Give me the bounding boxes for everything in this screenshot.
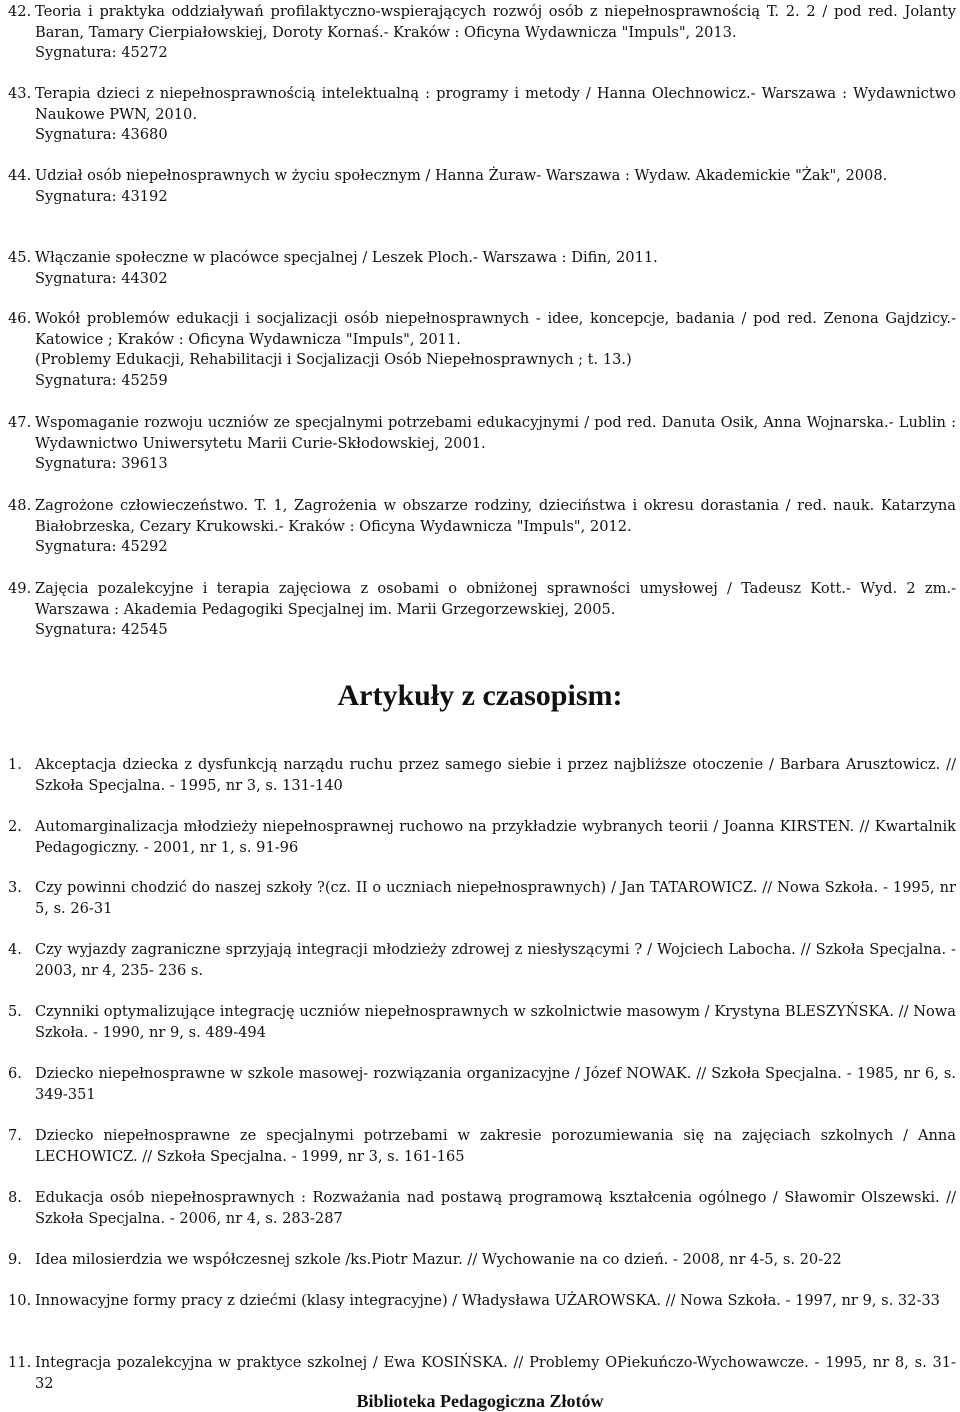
- signature-value: 39613: [121, 455, 168, 472]
- signature-label: Sygnatura:: [35, 44, 117, 61]
- entry-text: Dziecko niepełnosprawne w szkole masowej- rozwiązania organizacyjne / Józef NOWAK. // Szkoła Specjalna. - 1985, nr 6, s. 349-351: [35, 1065, 956, 1103]
- signature-value: 43192: [121, 187, 168, 205]
- entry-text: Udział osób niepełnosprawnych w życiu społecznym / Hanna Żuraw- Warszawa : Wydaw. Akademickie "Żak", 2008.: [35, 167, 888, 184]
- entry-text: Edukacja osób niepełnosprawnych : Rozważania nad postawą programową kształcenia ogólnego / Sławomir Olszewski. // Szkoła Specjalna. - 2006, nr 4, s. 283-287: [35, 1189, 956, 1227]
- article-entry-1: [8, 755, 956, 796]
- signature-value: 45292: [121, 538, 168, 555]
- entry-signature: [35, 620, 956, 641]
- entry-number: 45.: [8, 249, 32, 266]
- signature-label: Sygnatura:: [35, 371, 117, 389]
- signature-label: Sygnatura:: [35, 126, 117, 143]
- entry-text: Czy wyjazdy zagraniczne sprzyjają integracji młodzieży zdrowej z niesłyszącymi ? / Wojciech Labocha. // Szkoła Specjalna. - 2003, nr 4, 235- 236 s.: [35, 941, 956, 979]
- entry-text: Innowacyjne formy pracy z dziećmi (klasy integracyjne) / Władysława UŻAROWSKA. // Nowa Szkoła. - 1997, nr 9, s. 32-33: [35, 1292, 940, 1309]
- entry-text: Zajęcia pozalekcyjne i terapia zajęciowa z osobami o obniżonej sprawności umysłowej / Tadeusz Kott.- Wyd. 2 zm.- Warszawa : Akademia Pedagogiki Specjalnej im. Marii Grzegorzewskiej, 2005.: [35, 580, 956, 618]
- signature-label: Sygnatura:: [35, 187, 117, 205]
- entry-number: 3.: [8, 879, 22, 896]
- entry-number: 43.: [8, 85, 32, 102]
- entry-number: 42.: [8, 3, 32, 20]
- book-entry-48: [8, 496, 956, 558]
- entry-text: Wokół problemów edukacji i socjalizacji osób niepełnosprawnych - idee, koncepcje, badania / pod red. Zenona Gajdzicy.- Katowice ; Kraków : Oficyna Wydawnicza "Impuls", 2011.: [35, 310, 956, 348]
- entry-signature: [35, 269, 956, 290]
- signature-label: Sygnatura:: [35, 269, 117, 287]
- section-heading: Artykuły z czasopism:: [337, 679, 623, 712]
- entry-signature: [35, 371, 956, 392]
- entry-text: Teoria i praktyka oddziaływań profilaktyczno-wspierających rozwój osób z niepełnosprawnością T. 2. 2 / pod red. Jolanty Baran, Tamary Cierpiałowskiej, Doroty Kornaś.- Kraków : Oficyna Wydawnicza "Impuls", 2013.: [35, 3, 956, 41]
- article-entry-9: [8, 1250, 956, 1271]
- article-entry-7: [8, 1126, 956, 1167]
- entry-number: 47.: [8, 414, 32, 431]
- entry-number: 9.: [8, 1251, 22, 1268]
- entry-number: 6.: [8, 1065, 22, 1082]
- entry-text: Czy powinni chodzić do naszej szkoły ?(cz. II o uczniach niepełnosprawnych) / Jan TATAROWICZ. // Nowa Szkoła. - 1995, nr 5, s. 26-31: [35, 879, 956, 917]
- entry-text: Zagrożone człowieczeństwo. T. 1, Zagrożenia w obszarze rodziny, dzieciństwa i okresu dorastania / red. nauk. Katarzyna Białobrzeska, Cezary Krukowski.- Kraków : Oficyna Wydawnicza "Impuls", 2012.: [35, 497, 956, 535]
- signature-label: Sygnatura:: [35, 621, 117, 638]
- entry-text: Integracja pozalekcyjna w praktyce szkolnej / Ewa KOSIŃSKA. // Problemy OPiekuńczo-Wychowawcze. - 1995, nr 8, s. 31-32: [35, 1354, 956, 1392]
- article-entry-3: [8, 878, 956, 919]
- book-entry-44: [8, 166, 956, 207]
- entry-signature: [35, 537, 956, 558]
- signature-value: 43680: [121, 126, 168, 143]
- entry-number: 8.: [8, 1189, 22, 1206]
- entry-series: (Problemy Edukacji, Rehabilitacji i Socjalizacji Osób Niepełnosprawnych ; t. 13.): [35, 351, 632, 368]
- entry-number: 2.: [8, 818, 22, 835]
- signature-value: 45259: [121, 371, 168, 389]
- book-entry-45: [8, 248, 956, 289]
- entry-text: Automarginalizacja młodzieży niepełnosprawnej ruchowo na przykładzie wybranych teorii / Joanna KIRSTEN. // Kwartalnik Pedagogiczny. - 2001, nr 1, s. 91-96: [35, 818, 956, 856]
- article-entry-8: [8, 1188, 956, 1229]
- entry-signature: [35, 454, 956, 475]
- signature-value: 44302: [121, 269, 168, 287]
- book-entry-49: [8, 579, 956, 641]
- entry-text: Terapia dzieci z niepełnosprawnością intelektualną : programy i metody / Hanna Olechnowicz.- Warszawa : Wydawnictwo Naukowe PWN, 2010.: [35, 85, 956, 123]
- entry-signature: [35, 125, 956, 146]
- book-entry-47: [8, 413, 956, 475]
- article-entry-5: [8, 1002, 956, 1043]
- entry-number: 7.: [8, 1127, 22, 1144]
- book-entry-42: [8, 2, 956, 64]
- signature-value: 42545: [121, 621, 168, 638]
- article-entry-4: [8, 940, 956, 981]
- article-entry-2: [8, 817, 956, 858]
- entry-signature: [35, 43, 956, 64]
- entry-number: 49.: [8, 580, 32, 597]
- entry-text: Akceptacja dziecka z dysfunkcją narządu ruchu przez samego siebie i przez najbliższe otoczenie / Barbara Arusztowicz. // Szkoła Specjalna. - 1995, nr 3, s. 131-140: [35, 756, 956, 794]
- entry-number: 10.: [8, 1292, 32, 1309]
- entry-number: 46.: [8, 310, 32, 327]
- entry-text: Wspomaganie rozwoju uczniów ze specjalnymi potrzebami edukacyjnymi / pod red. Danuta Osik, Anna Wojnarska.- Lublin : Wydawnictwo Uniwersytetu Marii Curie-Skłodowskiej, 2001.: [35, 414, 956, 452]
- signature-value: 45272: [121, 44, 168, 61]
- entry-signature: [35, 187, 956, 208]
- signature-label: Sygnatura:: [35, 538, 117, 555]
- entry-text: Czynniki optymalizujące integrację uczniów niepełnosprawnych w szkolnictwie masowym / Krystyna BLESZYŃSKA. // Nowa Szkoła. - 1990, nr 9, s. 489-494: [35, 1003, 956, 1041]
- book-entry-46: [8, 309, 956, 391]
- book-entry-43: [8, 84, 956, 146]
- entry-number: 48.: [8, 497, 32, 514]
- article-entry-11: [8, 1353, 956, 1394]
- entry-number: 4.: [8, 941, 22, 958]
- article-entry-10: [8, 1291, 956, 1312]
- entry-number: 44.: [8, 167, 32, 184]
- entry-number: 5.: [8, 1003, 22, 1020]
- entry-text: Idea milosierdzia we współczesnej szkole /ks.Piotr Mazur. // Wychowanie na co dzień. - 2008, nr 4-5, s. 20-22: [35, 1251, 842, 1268]
- signature-label: Sygnatura:: [35, 455, 117, 472]
- entry-number: 11.: [8, 1354, 32, 1371]
- entry-number: 1.: [8, 756, 22, 773]
- entry-text: Dziecko niepełnosprawne ze specjalnymi potrzebami w zakresie porozumiewania się na zajęciach szkolnych / Anna LECHOWICZ. // Szkoła Specjalna. - 1999, nr 3, s. 161-165: [35, 1127, 956, 1165]
- article-entry-6: [8, 1064, 956, 1105]
- entry-text: Włączanie społeczne w placówce specjalnej / Leszek Ploch.- Warszawa : Difin, 2011.: [35, 249, 658, 266]
- page-footer: Biblioteka Pedagogiczna Złotów: [356, 1391, 604, 1411]
